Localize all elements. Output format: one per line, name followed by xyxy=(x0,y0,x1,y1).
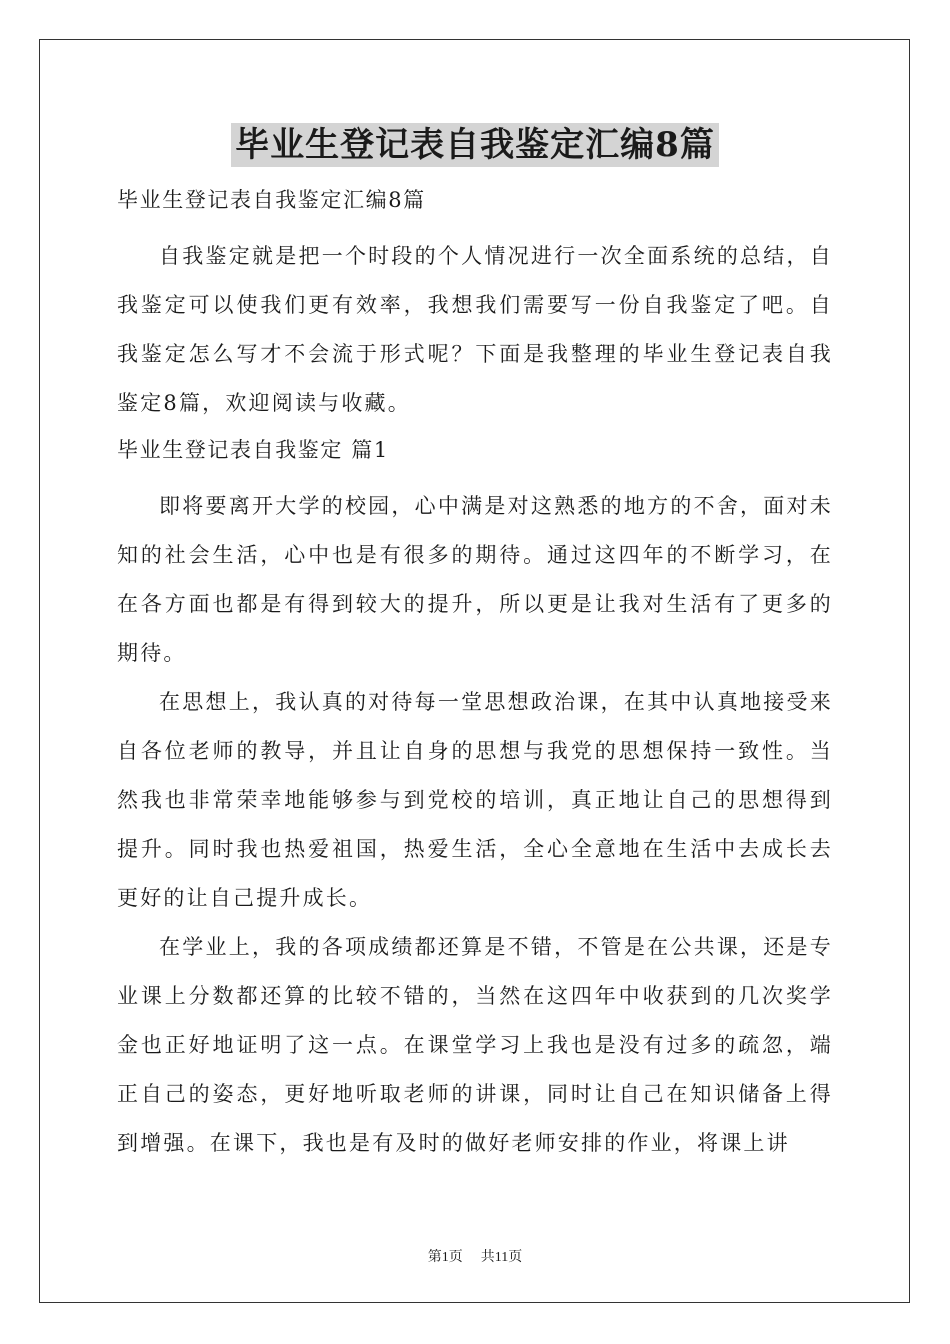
document-title: 毕业生登记表自我鉴定汇编8篇 xyxy=(231,123,719,167)
document-body xyxy=(117,180,833,1168)
body-paragraph-2: 在思想上，我认真的对待每一堂思想政治课，在其中认真地接受来自各位老师的教导，并且让自身的思想与我党的思想保持一致性。当然我也非常荣幸地能够参与到党校的培训，真正地让自己的思想得到提升。同时我也热爱祖国，热爱生活，全心全意地在生活中去成长去更好的让自己提升成长。 xyxy=(117,690,833,910)
document-subtitle: 毕业生登记表自我鉴定汇编8篇 xyxy=(117,188,426,212)
page-footer xyxy=(0,1246,950,1266)
page-number: 第1页 xyxy=(427,1250,463,1265)
page-total: 共11页 xyxy=(480,1250,523,1265)
body-paragraph-3: 在学业上，我的各项成绩都还算是不错，不管是在公共课，还是专业课上分数都还算的比较不错的，当然在这四年中收获到的几次奖学金也正好地证明了这一点。在课堂学习上我也是没有过多的疏忽，端正自己的姿态，更好地听取老师的讲课，同时让自己在知识储备上得到增强。在课下，我也是有及时的做好老师安排的作业，将课上讲 xyxy=(117,935,833,1155)
section-heading: 毕业生登记表自我鉴定 篇1 xyxy=(117,438,389,462)
title-container xyxy=(0,123,950,167)
body-paragraph-1: 即将要离开大学的校园，心中满是对这熟悉的地方的不舍，面对未知的社会生活，心中也是有很多的期待。通过这四年的不断学习，在在各方面也都是有得到较大的提升，所以更是让我对生活有了更多的期待。 xyxy=(117,494,833,665)
intro-paragraph: 自我鉴定就是把一个时段的个人情况进行一次全面系统的总结，自我鉴定可以使我们更有效率，我想我们需要写一份自我鉴定了吧。自我鉴定怎么写才不会流于形式呢？下面是我整理的毕业生登记表自我鉴定8篇，欢迎阅读与收藏。 xyxy=(117,244,833,415)
